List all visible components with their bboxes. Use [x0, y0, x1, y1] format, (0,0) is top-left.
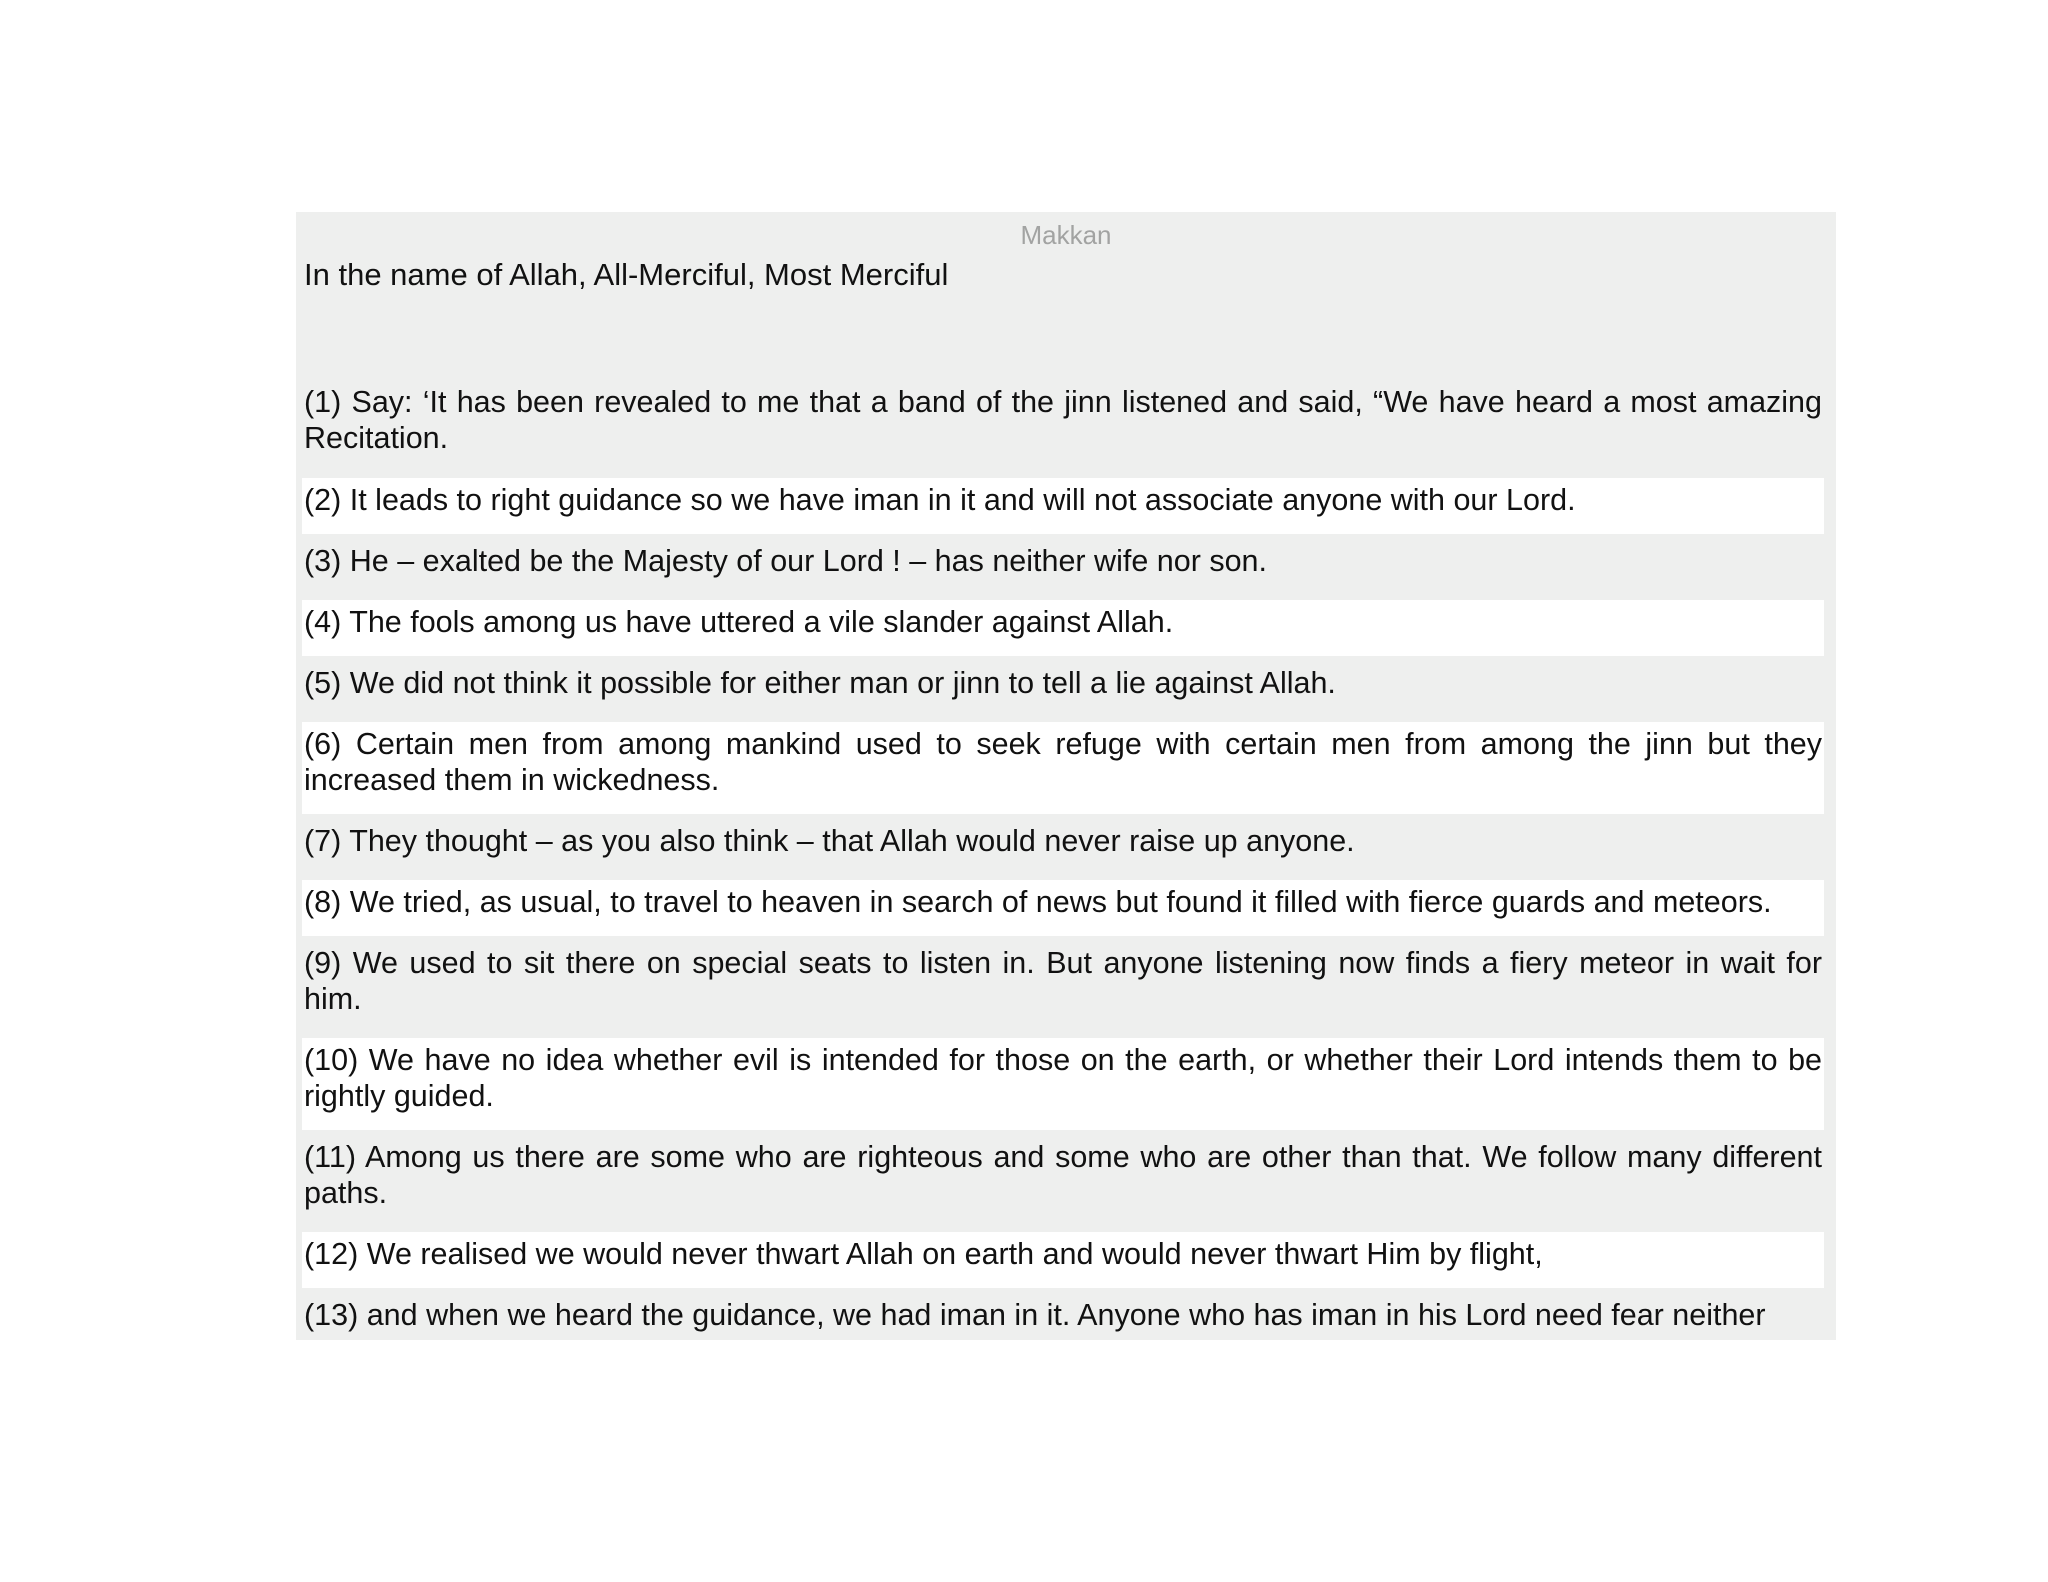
verse-4: (4) The fools among us have uttered a vile slander against Allah.	[302, 600, 1824, 656]
verse-7: (7) They thought – as you also think – that Allah would never raise up anyone.	[304, 824, 1355, 858]
verse-6: (6) Certain men from among mankind used to seek refuge with certain men from among the jinn but they increased them in wickedness.	[302, 722, 1824, 814]
verse-8: (8) We tried, as usual, to travel to heaven in search of news but found it filled with fierce guards and meteors.	[302, 880, 1824, 936]
verse-9: (9) We used to sit there on special seats to listen in. But anyone listening now finds a fiery meteor in wait for him.	[304, 946, 1822, 1016]
verse-13: (13) and when we heard the guidance, we had iman in it. Anyone who has iman in his Lord need fear neither	[304, 1298, 1766, 1332]
bismillah-heading: In the name of Allah, All-Merciful, Most Merciful	[304, 257, 949, 292]
surah-text-panel	[296, 212, 1836, 1340]
verse-10: (10) We have no idea whether evil is intended for those on the earth, or whether their Lord intends them to be rightly guided.	[302, 1038, 1824, 1130]
verse-5: (5) We did not think it possible for either man or jinn to tell a lie against Allah.	[304, 666, 1336, 700]
verse-12: (12) We realised we would never thwart Allah on earth and would never thwart Him by flight,	[302, 1232, 1824, 1288]
verse-2: (2) It leads to right guidance so we have iman in it and will not associate anyone with our Lord.	[302, 478, 1824, 534]
verse-1: (1) Say: ‘It has been revealed to me that a band of the jinn listened and said, “We have heard a most amazing Recitation.	[304, 385, 1822, 455]
verse-3: (3) He – exalted be the Majesty of our Lord ! – has neither wife nor son.	[304, 544, 1267, 578]
revelation-type-label: Makkan	[1020, 220, 1112, 250]
verse-11: (11) Among us there are some who are righteous and some who are other than that. We follow many different paths.	[304, 1140, 1822, 1210]
